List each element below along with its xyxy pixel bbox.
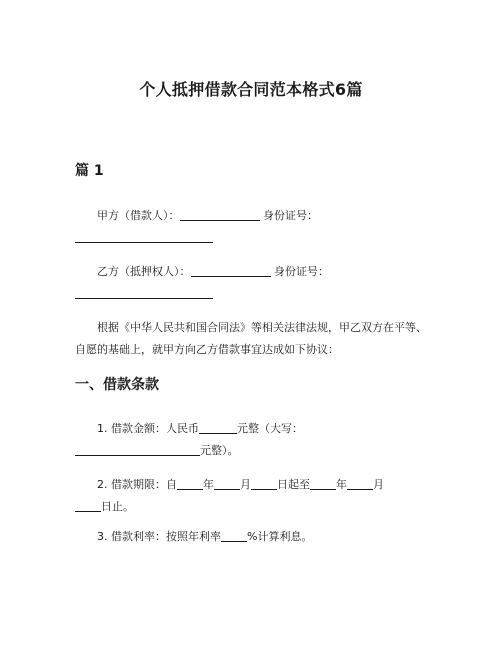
- clause-item-2: [75, 474, 435, 518]
- document-title: 个人抵押借款合同范本格式6篇: [139, 80, 363, 99]
- party-b-name-blank: [191, 263, 271, 277]
- party-a-id-blank: [75, 229, 213, 243]
- start-year-blank: [177, 476, 203, 490]
- item2-day2: 日止。: [101, 500, 134, 513]
- item1-mid: 元整（大写：: [237, 422, 303, 435]
- party-b-id-label: 身份证号：: [274, 265, 329, 278]
- start-day-blank: [251, 476, 277, 490]
- party-b-label: 乙方（抵押权人）：: [97, 265, 191, 278]
- item3-suffix: %计算利息。: [247, 530, 313, 543]
- section-heading-1: 篇 1: [75, 163, 104, 179]
- end-day-blank: [75, 498, 101, 512]
- preamble-paragraph: [75, 317, 437, 361]
- item2-month1: 月: [240, 478, 251, 491]
- start-month-blank: [214, 476, 240, 490]
- item3-prefix: 3. 借款利率：按照年利率: [97, 530, 221, 543]
- item2-day1: 日起至: [277, 478, 310, 491]
- clause-item-3: [75, 526, 435, 548]
- amount-blank: [199, 420, 237, 434]
- item2-year2: 年: [336, 478, 347, 491]
- party-b-id-blank: [75, 285, 213, 299]
- item1-suffix: 元整）。: [200, 444, 239, 457]
- party-a-label: 甲方（借款人）：: [97, 209, 180, 222]
- party-b-paragraph: [75, 261, 435, 305]
- amount-capital-blank: [75, 442, 200, 456]
- clause-item-1: [75, 418, 435, 462]
- preamble-text: 根据《中华人民共和国合同法》等相关法律法规，甲乙双方在平等、自愿的基础上，就甲方向乙方借款事宜达成如下协议：: [75, 321, 427, 356]
- item2-year1: 年: [203, 478, 214, 491]
- interest-rate-blank: [221, 528, 247, 542]
- clause-heading: 一、借款条款: [75, 377, 159, 393]
- party-a-name-blank: [180, 207, 260, 221]
- item2-prefix: 2. 借款期限：自: [97, 478, 177, 491]
- item2-month2: 月: [373, 478, 384, 491]
- end-month-blank: [347, 476, 373, 490]
- end-year-blank: [310, 476, 336, 490]
- party-a-id-label: 身份证号：: [263, 209, 318, 222]
- party-a-paragraph: [75, 205, 435, 249]
- item1-prefix: 1. 借款金额：人民币: [97, 422, 199, 435]
